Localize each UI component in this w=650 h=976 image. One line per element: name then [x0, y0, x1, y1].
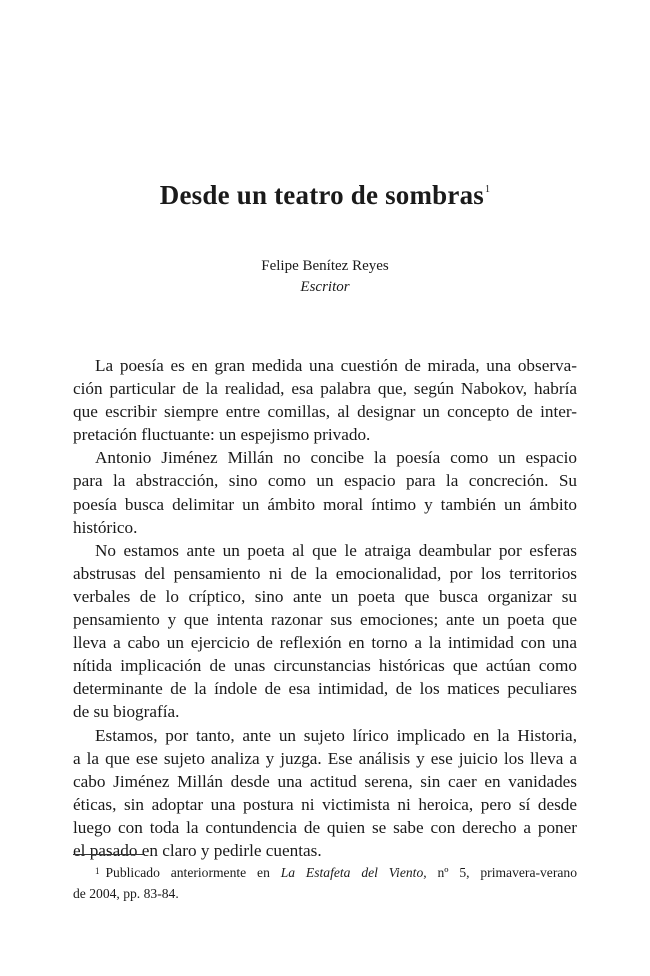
- body-line: éticas, sin adoptar una postura ni victimista ni heroica, pero sí desde: [73, 794, 577, 814]
- body-line: histórico.: [73, 517, 138, 537]
- body-line: poesía busca delimitar un ámbito moral íntimo y también un ámbito: [73, 494, 577, 514]
- article-title: [0, 180, 650, 211]
- article-body: [73, 354, 577, 862]
- footnote-publication: La Estafeta del Viento: [280, 865, 424, 880]
- body-line: que escribir siempre entre comillas, al designar un concepto de inter-: [73, 402, 577, 422]
- body-line: No estamos ante un poeta al que le atraiga deambular por esferas: [95, 540, 577, 560]
- body-line: abstrusas del pensamiento ni de la emocionalidad, por los territorios: [73, 563, 577, 583]
- body-line: luego con toda la contundencia de quien se sabe con derecho a poner: [73, 817, 577, 837]
- body-line: cabo Jiménez Millán desde una actitud serena, sin caer en vanidades: [73, 771, 577, 791]
- author-role: Escritor: [300, 279, 350, 295]
- body-line: Estamos, por tanto, ante un sujeto lírico implicado en la Historia,: [95, 725, 577, 745]
- body-line: verbales de lo críptico, sino ante un poeta que busca organizar su: [73, 586, 577, 606]
- body-line: Antonio Jiménez Millán no concibe la poesía como un espacio: [95, 448, 577, 468]
- body-line: ción particular de la realidad, esa palabra que, según Nabokov, habría: [73, 379, 577, 399]
- footnote-separator: [73, 854, 145, 855]
- footnote-mark: 1: [95, 866, 100, 876]
- footnote: [73, 862, 577, 904]
- body-line: a la que ese sujeto analiza y juzga. Ese análisis y ese juicio los lleva a: [73, 748, 577, 768]
- footnote-reference[interactable]: 1: [485, 184, 491, 195]
- body-line: pretación fluctuante: un espejismo privado.: [73, 425, 371, 445]
- body-line: para la abstracción, sino como un espacio para la concreción. Su: [73, 471, 577, 491]
- footnote-text-continued: , nº 5, primavera-verano: [423, 865, 577, 880]
- article-title-text: Desde un teatro de sombras: [159, 180, 484, 210]
- body-line: determinante de la índole de esa intimidad, de los matices peculiares: [73, 679, 577, 699]
- footnote-line: [73, 862, 577, 883]
- body-line: de su biografía.: [73, 702, 180, 722]
- body-line: lleva a cabo un ejercicio de reflexión en torno a la intimidad con una: [73, 633, 577, 653]
- body-line: pensamiento y que intenta razonar sus emociones; ante un poeta que: [73, 610, 577, 630]
- body-line: La poesía es en gran medida una cuestión de mirada, una observa-: [95, 356, 577, 375]
- footnote-text: Publicado anteriormente en: [105, 865, 281, 880]
- footnote-line-2: de 2004, pp. 83-84.: [73, 886, 179, 901]
- body-line: el pasado en claro y pedirle cuentas.: [73, 840, 322, 860]
- author-name: Felipe Benítez Reyes: [261, 258, 389, 274]
- body-line: nítida implicación de unas circunstancias históricas que actúan como: [73, 656, 577, 676]
